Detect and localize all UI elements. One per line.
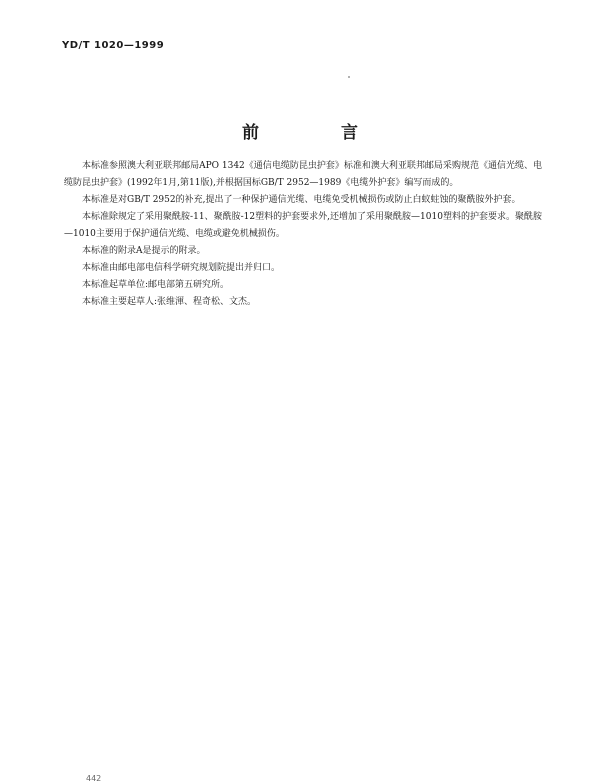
paragraph-drafters: 本标准主要起草人:张维渾、程奇松、文杰。 [82,297,257,307]
paragraph-proposer: 本标准由邮电部电信科学研究规划院提出并归口。 [82,263,281,273]
paragraph-appendix: 本标准的附录A是提示的附录。 [82,246,206,256]
scan-speck [348,76,350,78]
standard-code: YD/T 1020—1999 [62,40,165,51]
page-title: 前 言 [242,123,396,143]
paragraph-reference-standards: 本标准参照澳大利亚联邦邮局APO 1342《通信电缆防昆虫护套》标准和澳大利亚联邦邮局采购规范《通信光缆、电缆防昆虫护套》(1992年1月,第11版),并根据国标GB/T 2952—1989《电缆外护套》编写而成的。 [64,161,542,188]
page-number: 442 [86,774,102,783]
paragraph-supplement: 本标准是对GB/T 2952的补充,提出了一种保护通信光缆、电缆免受机械损伤或防止白蚁蛀蚀的聚酰胺外护套。 [82,195,521,205]
paragraph-polyamide-requirements: 本标准除规定了采用聚酰胺-11、聚酰胺-12塑料的护套要求外,还增加了采用聚酰胺—1010塑料的护套要求。聚酰胺—1010主要用于保护通信光缆、电缆或避免机械损伤。 [64,212,542,239]
foreword-body [64,158,542,311]
paragraph-drafting-unit: 本标准起草单位:邮电部第五研究所。 [82,280,230,290]
